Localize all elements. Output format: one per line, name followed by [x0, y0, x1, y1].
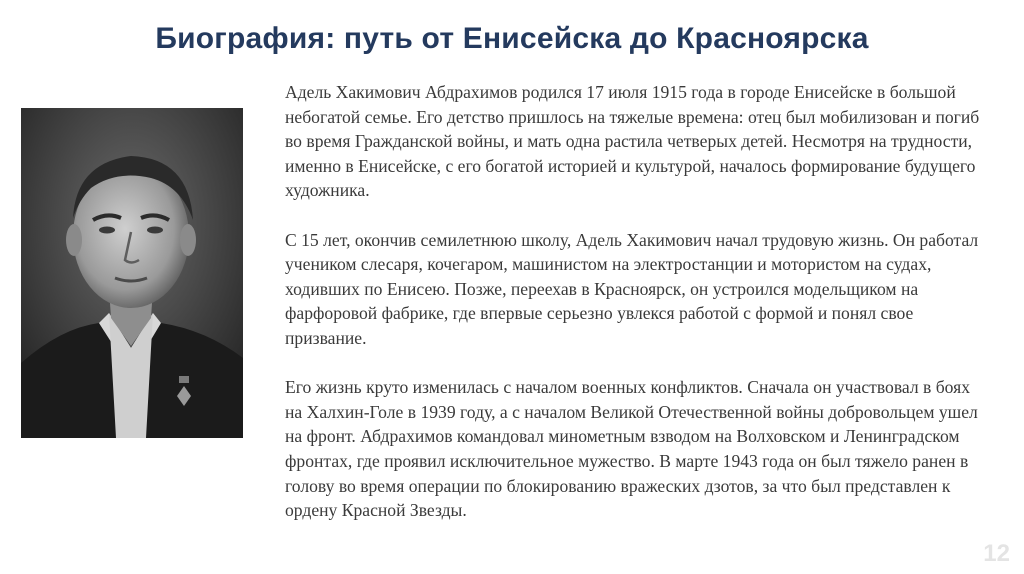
paragraph-war: Его жизнь круто изменилась с началом военных конфликтов. Сначала он участвовал в боях на Халхин-Голе в 1939 году, а с началом Великой Отечественной войны добровольцем ушел на фронт. Абдрахимов командовал минометным взводом на Волховском и Ленинградском фронтах, где проявил исключительное мужество. В марте 1943 года он был тяжело ранен в голову во время операции по блокированию вражеских дзотов, за что был представлен к ордену Красной Звезды. [285, 377, 978, 521]
biography-text [285, 80, 985, 547]
paragraph-work: С 15 лет, окончив семилетнюю школу, Адель Хакимович начал трудовую жизнь. Он работал учеником слесаря, кочегаром, машинистом на электростанции и мотористом на судах, ходивших по Енисею. Позже, переехав в Красноярск, он устроился модельщиком на фарфоровой фабрике, где впервые серьезно увлекся работой с формой и понял свое призвание. [285, 229, 979, 348]
portrait-photo-image [21, 108, 243, 438]
portrait-photo [21, 108, 243, 438]
page-number: 12 [983, 540, 1010, 567]
paragraph-childhood: Адель Хакимович Абдрахимов родился 17 июля 1915 года в городе Енисейске в большой небогатой семье. Его детство пришлось на тяжелые времена: отец был мобилизован и погиб во время Гражданской войны, и мать одна растила четверых детей. Несмотря на трудности, именно в Енисейске, с его богатой историей и культурой, началось формирование будущего художника. [285, 82, 980, 201]
slide-title: Биография: путь от Енисейска до Красноярска [155, 22, 869, 55]
